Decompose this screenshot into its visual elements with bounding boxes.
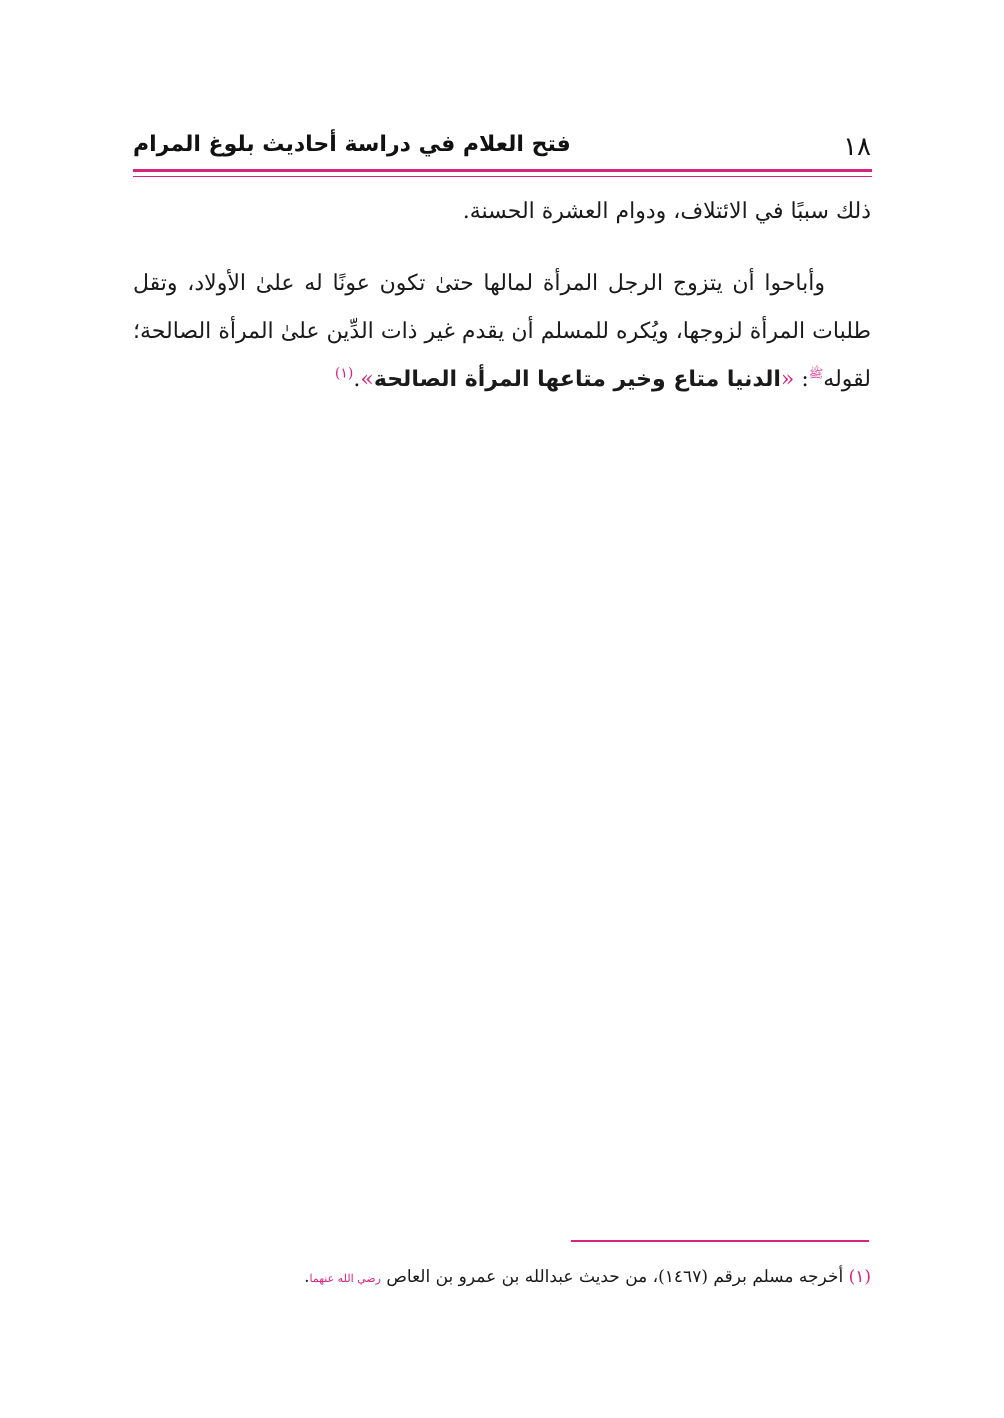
- footnote-period: .: [304, 1267, 310, 1287]
- text-line: ذلك سببًا في الائتلاف، ودوام العشرة الحسنة.: [462, 199, 871, 224]
- colon: :: [801, 367, 809, 392]
- quote-close: »: [360, 367, 374, 392]
- quote-open: «: [780, 367, 795, 392]
- page-number: ١٨: [843, 132, 871, 162]
- period: .: [353, 367, 361, 392]
- footnote-honorific: رضي الله عنهما: [309, 1272, 381, 1285]
- main-text: [133, 188, 871, 404]
- footnote-reference[interactable]: (١): [334, 365, 354, 382]
- paragraph: [133, 260, 871, 404]
- footnote: [133, 1262, 871, 1294]
- book-title: فتح العلام في دراسة أحاديث بلوغ المرام: [133, 132, 571, 157]
- paragraph-continuation: [133, 188, 871, 236]
- hadith-quote: الدنيا متاع وخير متاعها المرأة الصالحة: [373, 367, 781, 392]
- running-header: [133, 128, 871, 168]
- header-rule-secondary: [133, 176, 872, 177]
- honorific-symbol: ﷺ: [808, 366, 824, 381]
- footnote-text: أخرجه مسلم برقم (١٤٦٧)، من حديث عبدالله بن عمرو بن العاص: [386, 1267, 844, 1287]
- footnote-number: (١): [848, 1267, 871, 1287]
- footnote-separator: [571, 1240, 869, 1242]
- header-rule: [133, 169, 872, 172]
- paragraph-text: وأباحوا أن يتزوج الرجل المرأة لمالها حتىٰ تكون عونًا له علىٰ الأولاد، وتقل طلبات المرأة لزوجها، ويُكره للمسلم أن يقدم غير ذات الدِّين علىٰ المرأة الصالحة؛ لقوله: [133, 271, 871, 392]
